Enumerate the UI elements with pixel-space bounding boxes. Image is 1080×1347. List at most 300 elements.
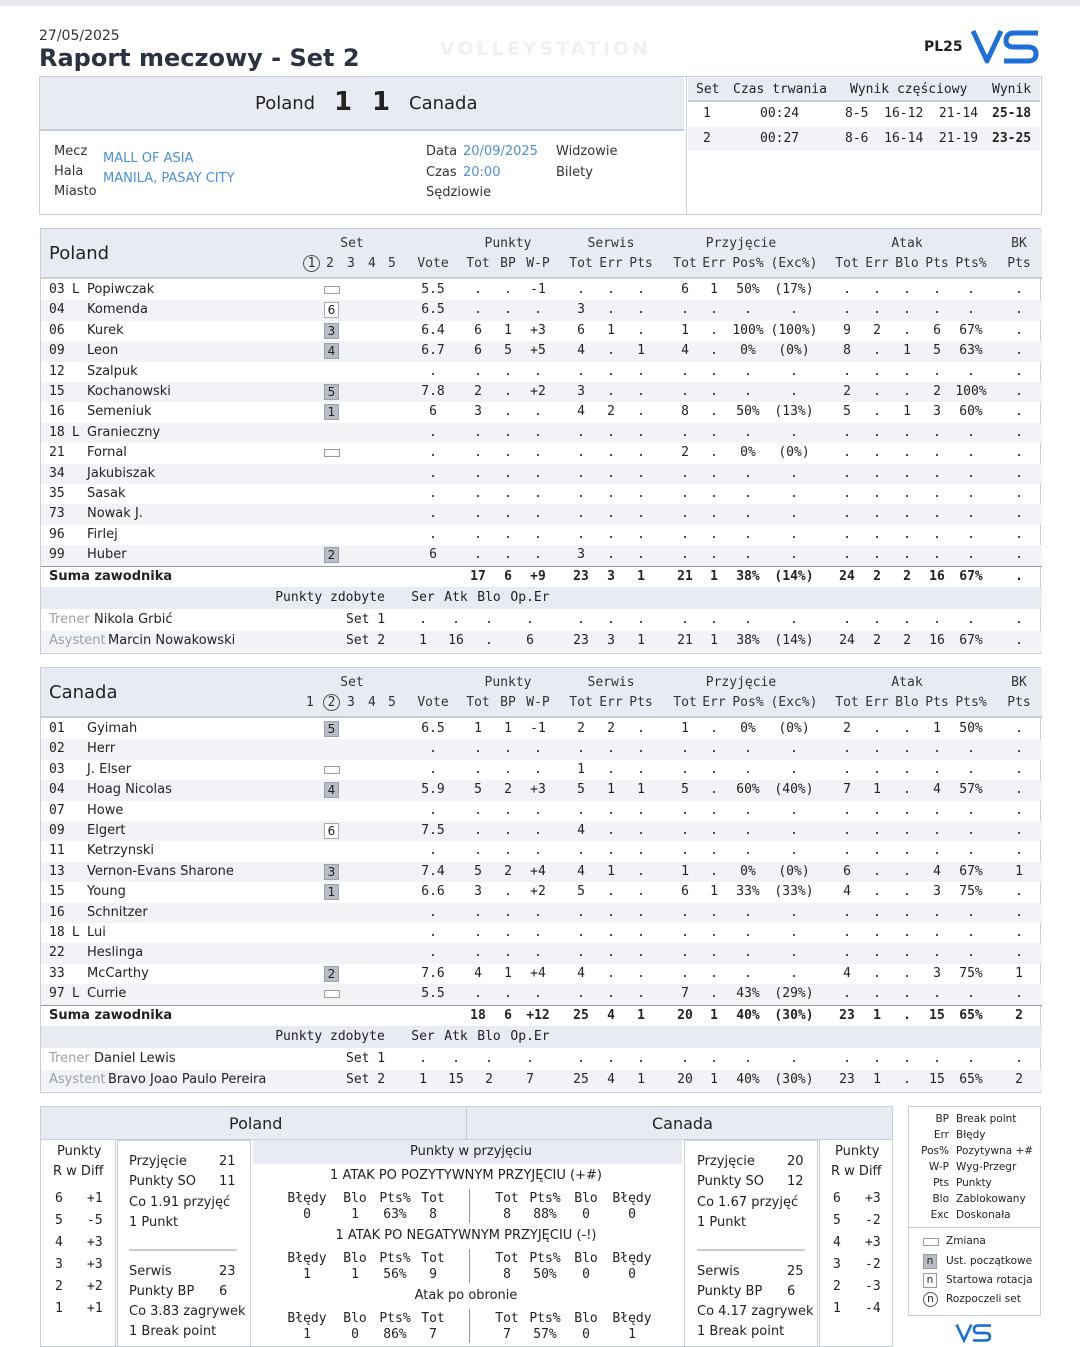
cell: .: [534, 843, 542, 859]
col-serwis-sub: Tot: [569, 256, 593, 271]
cell: .: [504, 506, 512, 522]
cell: 6: [474, 343, 482, 359]
cell: 3: [933, 884, 941, 900]
cell: (40%): [774, 782, 814, 798]
cell: 63%: [383, 1207, 407, 1222]
rotation-number: 6: [55, 1191, 63, 1206]
cell: .: [933, 547, 941, 563]
cell: 15: [448, 1071, 464, 1087]
cell: 2: [607, 404, 615, 420]
cell: .: [504, 363, 512, 379]
cell: .: [790, 965, 798, 981]
cell: 0: [351, 1327, 359, 1342]
col-atak-sub: Err: [865, 695, 889, 710]
cell: .: [504, 904, 512, 920]
cell: 5: [577, 884, 585, 900]
cell: 5: [474, 863, 482, 879]
player-name: Popiwczak: [87, 282, 155, 297]
cell: 5: [681, 782, 689, 798]
cell: .: [485, 632, 493, 648]
cell: +12: [526, 1007, 550, 1023]
player-name: Komenda: [87, 302, 148, 318]
cell: .: [681, 424, 689, 440]
cell: .: [873, 843, 881, 859]
set-time: 00:24: [760, 106, 800, 121]
cell: 3: [577, 384, 585, 399]
cell: .: [607, 363, 615, 379]
cell: 0: [628, 1207, 636, 1222]
player-name: Young: [87, 884, 126, 900]
cell: .: [1015, 465, 1023, 481]
coach-role: Asystent: [49, 1071, 106, 1087]
cell: .: [637, 884, 645, 900]
cell: .: [967, 761, 975, 777]
cell: 2: [577, 721, 585, 736]
cell: 4: [607, 1007, 615, 1023]
player-number: 22: [49, 945, 65, 961]
czas-label: Czas: [426, 165, 457, 180]
cell: .: [967, 611, 975, 627]
cell: .: [873, 986, 881, 1002]
cell: .: [710, 506, 718, 522]
cell: .: [903, 802, 911, 818]
cell: .: [933, 486, 941, 501]
cell: .: [681, 965, 689, 981]
legend-desc: Doskonała: [956, 1209, 1011, 1221]
cell: 5: [504, 343, 512, 359]
stat-text: Co 4.17 zagrywek: [697, 1304, 814, 1319]
player-number: 03: [49, 761, 65, 777]
miasto-label: Miasto: [54, 184, 97, 199]
cell: 16: [929, 632, 945, 648]
cell: .: [474, 282, 482, 297]
cell: .: [710, 761, 718, 777]
player-row: [41, 964, 1042, 984]
sets-table-header: [688, 78, 1040, 102]
cell: 1: [628, 1327, 636, 1342]
cell: .: [534, 506, 542, 522]
vote: .: [429, 741, 437, 757]
cell: 1: [607, 863, 615, 879]
set-label: Set 2: [346, 1071, 386, 1087]
cell: .: [1015, 363, 1023, 379]
vote: 7.8: [421, 384, 445, 399]
cell: .: [681, 526, 689, 542]
cell: .: [933, 761, 941, 777]
cell: 16: [448, 632, 464, 648]
cell: .: [843, 526, 851, 542]
cell: 1: [637, 568, 645, 584]
started-set-icon: n: [923, 1292, 938, 1307]
cell: .: [710, 404, 718, 420]
cell: .: [790, 761, 798, 777]
cell: .: [1015, 945, 1023, 961]
cell: .: [843, 823, 851, 838]
cell: .: [534, 761, 542, 777]
cell: .: [967, 802, 975, 818]
cell: .: [843, 486, 851, 501]
cell: .: [710, 782, 718, 798]
cell: .: [843, 302, 851, 318]
cell: +2: [530, 884, 546, 900]
sum-label: Suma zawodnika: [49, 568, 173, 584]
cell: .: [903, 445, 911, 461]
set-number: 1: [303, 255, 320, 272]
vote: 6: [429, 404, 437, 420]
cell: .: [933, 611, 941, 627]
cell: .: [873, 486, 881, 501]
cell: .: [637, 802, 645, 818]
cell: 20: [677, 1071, 693, 1087]
cell: .: [790, 945, 798, 961]
cell: .: [681, 925, 689, 940]
miasto-value: MANILA, PASAY CITY: [103, 171, 235, 186]
cell: .: [474, 486, 482, 501]
cell: 0%: [740, 721, 756, 736]
set-number: 1: [306, 695, 314, 710]
cell: 50%: [736, 282, 760, 297]
cell: 4: [577, 343, 585, 359]
cell: .: [607, 282, 615, 297]
player-row: [41, 760, 1042, 780]
cell: (0%): [778, 863, 810, 879]
col-label: Pts%: [379, 1251, 411, 1266]
cell: .: [504, 843, 512, 859]
cell: .: [637, 465, 645, 481]
cell: 3: [474, 404, 482, 420]
rotation-diff: -3: [865, 1279, 881, 1294]
set-number: 3: [347, 256, 355, 271]
cell: .: [1015, 904, 1023, 920]
vote: 6.6: [421, 884, 445, 900]
player-number: 33: [49, 965, 65, 981]
cell: .: [526, 611, 534, 627]
rotation-diff: +1: [87, 1301, 103, 1316]
cell: 65%: [959, 1007, 983, 1023]
cell: .: [534, 547, 542, 563]
cell: .: [607, 904, 615, 920]
stat-value: 25: [787, 1264, 804, 1279]
cell: .: [607, 486, 615, 501]
player-number: 16: [49, 404, 65, 420]
set-number: 2: [323, 694, 340, 711]
cell: .: [1015, 986, 1023, 1002]
player-number: 15: [49, 384, 65, 399]
set-number: 4: [368, 256, 376, 271]
cell: .: [873, 302, 881, 318]
cell: .: [681, 486, 689, 501]
cell: .: [933, 506, 941, 522]
cell: .: [637, 721, 645, 736]
libero-indicator-icon: [324, 990, 340, 998]
cell: .: [903, 486, 911, 501]
col-punkty-sub: BP: [500, 695, 516, 710]
cell: .: [577, 445, 585, 461]
player-number: 18: [49, 424, 65, 440]
mid-title: Punkty w przyjęciu: [410, 1144, 533, 1159]
cell: +3: [530, 782, 546, 798]
rotation-diff: +3: [87, 1257, 103, 1272]
cell: .: [790, 302, 798, 318]
cell: 3: [933, 965, 941, 981]
cell: .: [474, 547, 482, 563]
cell: .: [534, 486, 542, 501]
cell: .: [967, 465, 975, 481]
cell: .: [903, 884, 911, 900]
cell: .: [873, 863, 881, 879]
cell: 4: [933, 863, 941, 879]
cell: .: [504, 424, 512, 440]
set-label: Set 1: [346, 1050, 386, 1066]
cell: 1: [710, 282, 718, 297]
cell: .: [504, 925, 512, 940]
league-code: PL25: [924, 39, 963, 55]
cell: .: [577, 945, 585, 961]
player-name: Szalpuk: [87, 363, 138, 379]
cell: .: [790, 741, 798, 757]
cell: .: [1015, 506, 1023, 522]
cell: 24: [839, 568, 855, 584]
cell: .: [967, 986, 975, 1002]
cell: .: [577, 424, 585, 440]
cell: 1: [681, 322, 689, 338]
cell: .: [744, 547, 752, 563]
player-name: Herr: [87, 741, 116, 757]
col-bk-sub: Pts: [1007, 695, 1031, 710]
rotation-number: 1: [833, 1301, 841, 1316]
cell: 1: [710, 1071, 718, 1087]
rotation-number: 3: [833, 1257, 841, 1272]
cell: .: [843, 424, 851, 440]
cell: .: [607, 506, 615, 522]
cell: .: [504, 802, 512, 818]
cell: 100%: [955, 384, 987, 399]
cell: .: [873, 282, 881, 297]
cell: .: [577, 802, 585, 818]
coach-name: Bravo Joao Paulo Pereira: [108, 1071, 267, 1087]
divider: [129, 1249, 237, 1251]
cell: 67%: [959, 863, 983, 879]
legend-desc: Wyg-Przegr: [956, 1161, 1017, 1173]
player-number: 34: [49, 465, 65, 481]
position-box: 2: [324, 547, 339, 563]
cell: .: [873, 404, 881, 420]
cell: .: [744, 823, 752, 838]
cell: .: [1015, 302, 1023, 318]
cell: .: [710, 486, 718, 501]
cell: .: [504, 445, 512, 461]
cell: 7: [681, 986, 689, 1002]
cell: 50%: [736, 404, 760, 420]
legend-abbr: W-P: [928, 1161, 949, 1173]
cell: .: [744, 506, 752, 522]
cell: .: [504, 547, 512, 563]
col-label: Blo: [343, 1251, 367, 1266]
col-label: Błędy: [612, 1191, 652, 1206]
cell: .: [710, 986, 718, 1002]
cell: 7: [843, 782, 851, 798]
cell: .: [504, 404, 512, 420]
cell: .: [967, 506, 975, 522]
cell: .: [967, 823, 975, 838]
player-name: Elgert: [87, 823, 126, 838]
cell: .: [474, 465, 482, 481]
cell: .: [681, 761, 689, 777]
cell: (17%): [774, 282, 814, 297]
cell: 1: [637, 1071, 645, 1087]
cell: .: [843, 761, 851, 777]
cell: 2: [1015, 1007, 1023, 1023]
cell: 56%: [383, 1267, 407, 1282]
vote: .: [429, 445, 437, 461]
cell: .: [967, 486, 975, 501]
rotation-diff: -4: [865, 1301, 881, 1316]
sets-table-row: [688, 102, 1040, 126]
cell: .: [967, 424, 975, 440]
divider: [909, 1227, 1040, 1228]
cell: 1: [419, 632, 427, 648]
cell: 1: [681, 721, 689, 736]
sum-row: [41, 1005, 1042, 1025]
cell: .: [419, 1050, 427, 1066]
home-team-name: Poland: [255, 93, 316, 114]
cell: .: [607, 843, 615, 859]
cell: .: [843, 986, 851, 1002]
cell: .: [607, 465, 615, 481]
pz-col: Op.Er: [510, 1028, 550, 1044]
player-row: [41, 484, 1042, 504]
cell: 2: [1015, 1071, 1023, 1087]
cell: 5: [933, 343, 941, 359]
set-number: 5: [388, 256, 396, 271]
cell: .: [967, 904, 975, 920]
cell: .: [903, 506, 911, 522]
cell: .: [637, 761, 645, 777]
cell: .: [903, 904, 911, 920]
section-title: 1 ATAK PO NEGATYWNYM PRZYJĘCIU (-!): [335, 1228, 597, 1243]
cell: 6: [504, 568, 512, 584]
libero-mark: L: [72, 282, 80, 297]
cell: .: [873, 741, 881, 757]
rotation-box-icon: n: [923, 1273, 937, 1288]
cell: .: [933, 843, 941, 859]
cell: .: [637, 282, 645, 297]
cell: 2: [681, 445, 689, 461]
cell: 0%: [740, 343, 756, 359]
cell: .: [534, 526, 542, 542]
player-row: [41, 984, 1042, 1004]
col-wynik: Wynik: [992, 82, 1032, 97]
player-name: Semeniuk: [87, 404, 152, 420]
player-row: [41, 504, 1042, 524]
cell: .: [577, 843, 585, 859]
pz-label: Punkty zdobyte: [275, 1028, 385, 1044]
stat-value: 6: [787, 1284, 796, 1299]
cell: 23: [573, 568, 589, 584]
cell: 50%: [533, 1267, 557, 1282]
col-punkty-sub: W-P: [526, 695, 550, 710]
stat-label: Serwis: [129, 1264, 172, 1279]
cell: .: [967, 741, 975, 757]
cell: .: [637, 843, 645, 859]
player-row: [41, 402, 1042, 422]
cell: 1: [903, 343, 911, 359]
cell: 4: [577, 965, 585, 981]
player-number: 99: [49, 547, 65, 563]
col-przyjecie-sub: (Exc%): [770, 256, 818, 271]
col-czas: Czas trwania: [733, 82, 827, 97]
right-team-name: Canada: [652, 1114, 713, 1133]
divider: [469, 1189, 470, 1223]
cell: 23: [839, 1007, 855, 1023]
cell: .: [790, 506, 798, 522]
cell: .: [637, 965, 645, 981]
cell: .: [710, 823, 718, 838]
cell: .: [1015, 343, 1023, 359]
cell: (0%): [778, 721, 810, 736]
cell: .: [933, 925, 941, 940]
cell: .: [637, 363, 645, 379]
cell: .: [710, 322, 718, 338]
player-number: 11: [49, 843, 65, 859]
cell: .: [607, 611, 615, 627]
stat-value: 23: [219, 1264, 236, 1279]
cell: .: [1015, 1050, 1023, 1066]
cell: .: [933, 802, 941, 818]
player-name: Ketrzynski: [87, 843, 154, 859]
cell: 86%: [383, 1327, 407, 1342]
player-number: 04: [49, 302, 65, 318]
cell: +2: [530, 384, 546, 399]
cell: .: [577, 611, 585, 627]
cell: .: [903, 843, 911, 859]
set-partial: 8-5 16-12 21-14: [845, 106, 979, 121]
cell: .: [474, 823, 482, 838]
libero-indicator-icon: [324, 286, 340, 294]
col-punkty-sub: W-P: [526, 256, 550, 271]
coach-row: [41, 610, 1042, 631]
set-number: 1: [703, 106, 711, 121]
score-header: [40, 77, 684, 131]
rotation-number: 4: [833, 1235, 841, 1250]
cell: .: [637, 486, 645, 501]
stat-label: Punkty SO: [129, 1174, 197, 1189]
coach-role: Trener: [49, 611, 90, 627]
col-serwis-sub: Err: [599, 256, 623, 271]
cell: .: [637, 547, 645, 563]
watermark: VOLLEYSTATION: [440, 38, 651, 60]
col-przyjecie-sub: Tot: [673, 256, 697, 271]
player-number: 09: [49, 823, 65, 838]
cell: .: [744, 925, 752, 940]
cell: 67%: [959, 568, 983, 584]
cell: .: [1015, 884, 1023, 900]
cell: 60%: [959, 404, 983, 420]
cell: +9: [530, 568, 546, 584]
away-team-name: Canada: [409, 93, 478, 114]
cell: .: [903, 465, 911, 481]
player-row: [41, 341, 1042, 361]
player-name: J. Elser: [87, 761, 132, 777]
coach-role: Trener: [49, 1050, 90, 1066]
col-label: Blo: [574, 1191, 598, 1206]
col-atak-sub: Tot: [835, 256, 859, 271]
cell: .: [681, 741, 689, 757]
col-bk: BK: [1011, 675, 1027, 690]
cell: .: [873, 506, 881, 522]
cell: .: [790, 465, 798, 481]
cell: 5: [577, 782, 585, 798]
